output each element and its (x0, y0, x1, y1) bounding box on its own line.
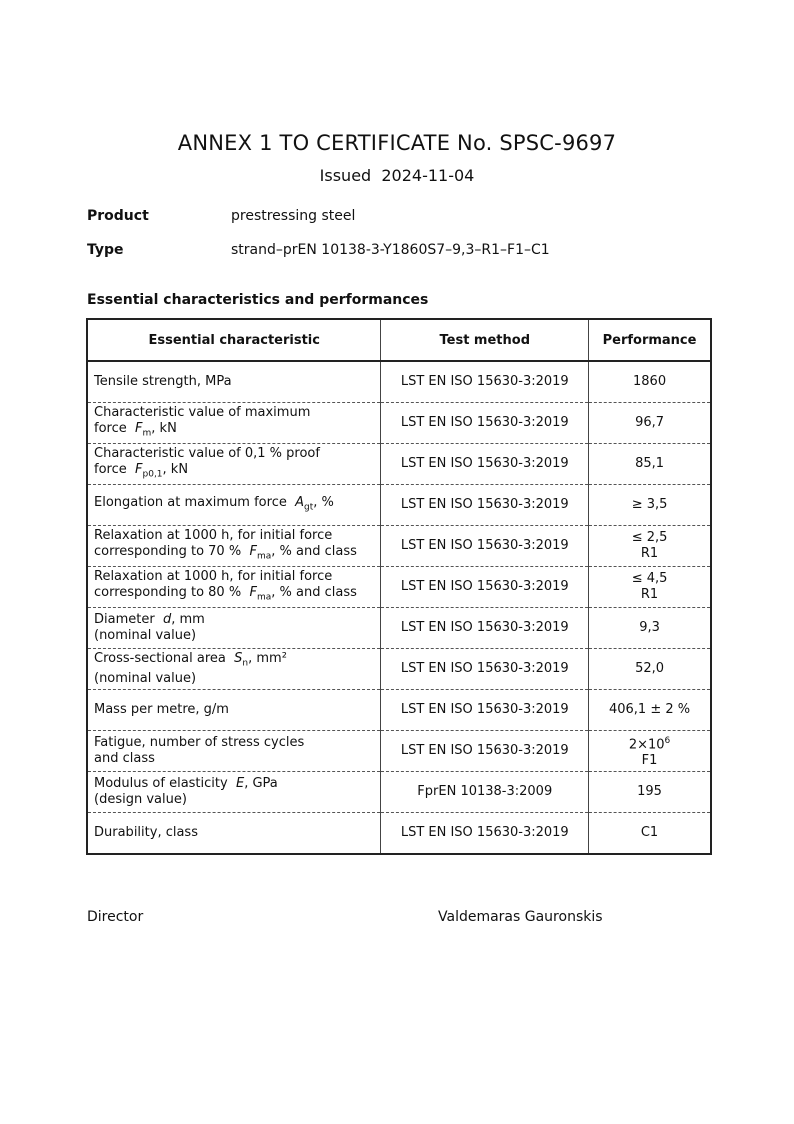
issued-label: Issued (319, 166, 372, 185)
characteristics-table (86, 318, 712, 855)
performance-line (589, 530, 710, 546)
table-header-row (87, 319, 711, 361)
performance-value: 1860 (633, 374, 667, 389)
performance-cell (589, 444, 711, 485)
characteristic-text: Durability, class (94, 825, 198, 840)
characteristic-line-2 (94, 462, 380, 483)
table-row (87, 690, 711, 731)
test-method-cell: LST EN ISO 15630-3:2019 (381, 608, 589, 649)
test-method-cell: FprEN 10138-3:2009 (381, 772, 589, 813)
header-performance: Performance (589, 319, 711, 361)
performance-value: ≤ 2,5 (631, 530, 668, 545)
performance-value: ≥ 3,5 (631, 497, 668, 512)
characteristic-tail: , % and class (271, 584, 357, 600)
test-method-cell: LST EN ISO 15630-3:2019 (381, 731, 589, 772)
table-row (87, 813, 711, 855)
characteristic-tail: , mm (171, 612, 205, 627)
characteristic-tail: , GPa (244, 776, 278, 791)
signature-name: Valdemaras Gauronskis (438, 909, 603, 925)
characteristic-line (94, 735, 380, 751)
characteristic-text-2: (design value) (94, 792, 187, 807)
performance-cell (589, 690, 711, 731)
characteristic-text: Relaxation at 1000 h, for initial force (94, 568, 333, 584)
performance-cell (589, 403, 711, 444)
characteristic-text-2: corresponding to 70 % (94, 543, 242, 559)
symbol-text: F (249, 584, 257, 600)
characteristic-text: Characteristic value of maximum (94, 404, 311, 420)
symbol-text: A (295, 494, 305, 510)
type-value: strand–prEN 10138-3-Y1860S7–9,3–R1–F1–C1 (231, 242, 550, 258)
characteristic-line-2 (94, 421, 380, 442)
characteristic-text-2: corresponding to 80 % (94, 584, 242, 600)
issued-line (0, 166, 794, 185)
characteristic-line (94, 776, 380, 792)
characteristic-cell (87, 690, 381, 731)
characteristic-line (94, 374, 380, 390)
characteristic-text: Diameter (94, 612, 155, 627)
header-characteristic: Essential characteristic (87, 319, 381, 361)
performance-line (589, 415, 710, 431)
characteristic-text-2: and class (94, 751, 155, 766)
characteristic-text: Modulus of elasticity (94, 776, 228, 791)
characteristic-line-2 (94, 544, 380, 565)
characteristic-line (94, 528, 380, 544)
symbol-subscript: m (142, 428, 152, 439)
performance-class: R1 (640, 587, 659, 602)
performance-value: 52,0 (635, 661, 665, 676)
page-title: ANNEX 1 TO CERTIFICATE No. SPSC-9697 (177, 131, 617, 155)
issued-date: 2024-11-04 (381, 166, 475, 185)
table-row (87, 361, 711, 403)
characteristic-cell (87, 567, 381, 608)
characteristic-text-2: (nominal value) (94, 671, 197, 687)
characteristic-cell (87, 444, 381, 485)
section-title: Essential characteristics and performances (87, 292, 429, 308)
characteristic-cell (87, 772, 381, 813)
test-method-cell: LST EN ISO 15630-3:2019 (381, 526, 589, 567)
characteristic-line-2 (94, 628, 380, 644)
characteristic-cell (87, 526, 381, 567)
characteristic-text: Mass per metre, g/m (94, 702, 229, 717)
table-row (87, 608, 711, 649)
performance-value: 2×10 (628, 737, 665, 753)
symbol-text: d (162, 612, 172, 627)
symbol-subscript: gt (304, 502, 314, 513)
performance-line (589, 456, 710, 472)
performance-superscript: 6 (664, 735, 671, 746)
characteristic-tail: , kN (151, 420, 177, 436)
characteristic-line (94, 651, 380, 672)
performance-value: 9,3 (639, 620, 660, 635)
performance-line (589, 702, 710, 718)
symbol-text: F (135, 461, 143, 477)
characteristic-tail: , mm² (248, 650, 287, 666)
characteristic-line-2 (94, 585, 380, 606)
performance-line (589, 661, 710, 677)
characteristic-text: Elongation at maximum force (94, 494, 287, 510)
performance-cell (589, 526, 711, 567)
performance-value: 406,1 ± 2 % (608, 702, 691, 717)
characteristic-text: Relaxation at 1000 h, for initial force (94, 527, 333, 543)
performance-line (589, 571, 710, 587)
performance-line (589, 620, 710, 636)
characteristic-tail: , % (313, 494, 334, 510)
performance-value: 96,7 (635, 415, 665, 430)
symbol-text: F (249, 543, 257, 559)
performance-cell (589, 772, 711, 813)
table-row (87, 567, 711, 608)
characteristic-line-2 (94, 751, 380, 767)
test-method-cell: LST EN ISO 15630-3:2019 (381, 444, 589, 485)
performance-class: F1 (641, 753, 658, 769)
characteristic-line-2 (94, 792, 380, 808)
test-method-cell: LST EN ISO 15630-3:2019 (381, 813, 589, 855)
performance-value: C1 (640, 825, 659, 840)
table-row (87, 485, 711, 526)
performance-class: R1 (640, 546, 659, 561)
characteristic-text-2: force (94, 420, 127, 436)
performance-cell (589, 813, 711, 855)
characteristic-line (94, 405, 380, 421)
performance-cell (589, 361, 711, 403)
performance-cell (589, 485, 711, 526)
performance-value: 195 (637, 784, 662, 799)
symbol-text: E (235, 776, 245, 791)
symbol-subscript: n (242, 658, 249, 669)
symbol-text: S (234, 650, 243, 666)
characteristic-cell (87, 361, 381, 403)
performance-line (589, 733, 710, 753)
symbol-subscript: ma (256, 551, 272, 562)
characteristic-line (94, 495, 380, 516)
test-method-cell: LST EN ISO 15630-3:2019 (381, 361, 589, 403)
performance-value: ≤ 4,5 (631, 571, 668, 586)
characteristic-cell (87, 731, 381, 772)
test-method-cell: LST EN ISO 15630-3:2019 (381, 567, 589, 608)
characteristic-text: Fatigue, number of stress cycles (94, 735, 305, 750)
characteristic-line (94, 702, 380, 718)
performance-cell (589, 608, 711, 649)
performance-line (589, 374, 710, 390)
type-label: Type (87, 242, 124, 258)
signature-role: Director (87, 909, 144, 925)
characteristic-line (94, 569, 380, 585)
characteristic-tail: , kN (162, 461, 189, 477)
test-method-cell: LST EN ISO 15630-3:2019 (381, 485, 589, 526)
characteristic-text: Cross-sectional area (94, 650, 226, 666)
product-value: prestressing steel (231, 208, 356, 224)
characteristic-cell (87, 813, 381, 855)
characteristic-cell (87, 485, 381, 526)
test-method-cell: LST EN ISO 15630-3:2019 (381, 403, 589, 444)
characteristic-text-2: force (94, 461, 127, 477)
characteristic-cell (87, 649, 381, 690)
symbol-text: F (135, 420, 143, 436)
table-row (87, 772, 711, 813)
characteristic-cell (87, 403, 381, 444)
performance-line (589, 825, 710, 841)
characteristic-tail: , % and class (271, 543, 357, 559)
characteristic-text: Tensile strength, MPa (94, 374, 232, 389)
characteristic-cell (87, 608, 381, 649)
table-row (87, 526, 711, 567)
symbol-subscript: ma (256, 592, 272, 603)
performance-line (589, 784, 710, 800)
test-method-cell: LST EN ISO 15630-3:2019 (381, 690, 589, 731)
test-method-cell: LST EN ISO 15630-3:2019 (381, 649, 589, 690)
characteristic-text: Characteristic value of 0,1 % proof (94, 445, 320, 461)
characteristic-line (94, 446, 380, 462)
performance-cell (589, 567, 711, 608)
table-row (87, 444, 711, 485)
characteristic-line (94, 825, 380, 841)
table-row (87, 731, 711, 772)
characteristic-line (94, 612, 380, 628)
header-test-method: Test method (381, 319, 589, 361)
characteristic-text-2: (nominal value) (94, 628, 197, 643)
product-label: Product (87, 208, 149, 224)
symbol-subscript: p0,1 (142, 469, 163, 480)
performance-line (589, 497, 710, 513)
performance-value: 85,1 (635, 456, 665, 471)
table-row (87, 649, 711, 690)
table-row (87, 403, 711, 444)
performance-cell (589, 731, 711, 772)
performance-cell (589, 649, 711, 690)
characteristic-line-2 (94, 671, 380, 687)
